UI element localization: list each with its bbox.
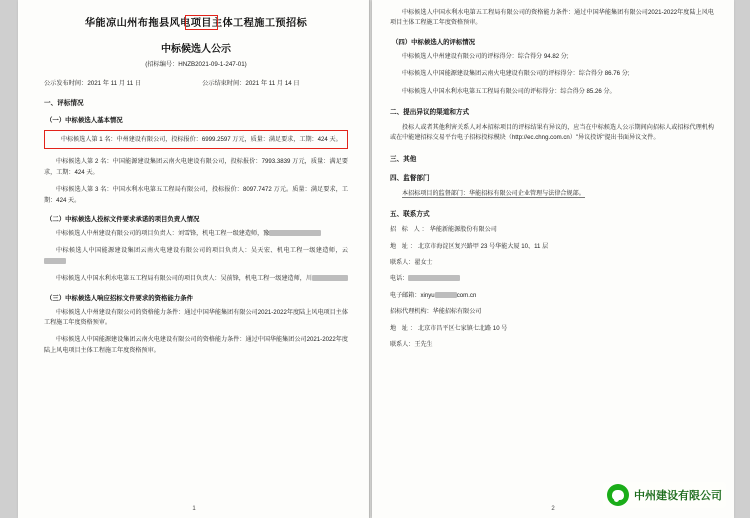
contact-row: [390, 258, 714, 268]
address-value: 北京市海淀区复兴路甲 23 号华能大厦 10、11 层: [417, 242, 549, 250]
heading-section-1-3: （三）中标候选人响应招标文件要求的资格能力条件: [46, 294, 193, 302]
address-row: [390, 242, 714, 252]
end-date-label: 公示结束时间：: [202, 80, 246, 87]
page-number-right: 2: [551, 506, 555, 512]
project-manager-3-text: [44, 274, 348, 284]
redaction-block: [408, 275, 460, 281]
page-number-left: 1: [192, 506, 196, 512]
heading-section-1-2: （二）中标候选人投标文件要求承诺的项目负责人情况: [46, 216, 200, 224]
bidder-value: 华能新能源股份有限公司: [429, 226, 497, 234]
tender-code: (招标编号：HNZB2021-09-1-247-01): [145, 61, 247, 68]
candidate-3-text: 中标候选人第 3 名：中国水利水电第五工程局有限公司，投标报价：8097.7472 万元。质量：满足要求，工期：424 天。: [44, 186, 348, 204]
bidder-row: [390, 225, 714, 235]
score-1-text: 中标候选人中州建设有限公司的评标得分：综合得分 94.82 分;: [402, 52, 569, 60]
document-page-left: [18, 0, 370, 518]
redaction-block: [435, 292, 457, 298]
email-row: [390, 291, 714, 301]
redaction-block: [44, 258, 66, 264]
end-date: [202, 78, 348, 87]
phone-row: [390, 274, 714, 284]
candidate-2-text: 中标候选人第 2 名：中国能源建设集团云南火电建设有限公司，投标报价：7993.3839 万元，质量：满足要求，工期：424 天。: [44, 158, 348, 176]
project-manager-1-label: 中标候选人中州建设有限公司的项目负责人：刘雪锋，机电工程一级建造师，豫: [56, 230, 270, 238]
project-manager-2-label: 中标候选人中国能源建设集团云南火电建设有限公司的项目负责人：吴天宏、机电工程一级建造师，云: [56, 247, 348, 255]
redaction-block: [269, 230, 321, 236]
score-2-text: 中标候选人中国能源建设集团云南火电建设有限公司的评标得分：综合得分 86.76 分;: [402, 70, 630, 78]
agency-label: 招标代理机构：: [390, 308, 433, 316]
publish-date-label: 公示发布时间：: [44, 80, 88, 87]
candidate-1-highlight: [44, 130, 348, 149]
contact-label: 联系人：: [390, 259, 415, 267]
watermark: [603, 482, 726, 508]
agency-address-row: [390, 324, 714, 334]
supervision-department-text: [390, 189, 714, 199]
document-page-right: [372, 0, 734, 518]
heading-section-1-4: （四）中标候选人的评标情况: [392, 38, 476, 46]
page-title-text: 华能凉山州布拖县风电项目主体工程施工预招标: [84, 18, 308, 29]
qualification-1-text: 中标候选人中州建设有限公司的资格能力条件：通过中国华能集团有限公司2021-2022年度陆上风电项目主体工程施工年度资格预审。: [44, 308, 348, 327]
heading-section-2: 二、提出异议的渠道和方式: [390, 109, 470, 117]
email-label: 电子邮箱：: [390, 291, 421, 299]
agency-contact-value: 王先生: [414, 341, 433, 349]
agency-address-label: 地 址：: [390, 324, 418, 332]
email-user: xinyu: [420, 291, 435, 299]
agency-address-value: 北京市昌平区七家镇七北路 10 号: [417, 324, 508, 332]
project-manager-2-text: [44, 246, 348, 267]
heading-section-5: 五、联系方式: [390, 211, 430, 219]
project-manager-3-label: 中标候选人中国水利水电第五工程局有限公司的项目负责人：吴前锋，机电工程一级建造师，川: [56, 275, 312, 283]
publish-date-value: 2021 年 11 月 11 日: [87, 80, 142, 87]
agency-row: [390, 307, 714, 317]
objection-channel-text: 投标人或者其他利害关系人对本招标项目的评标结果有异议的，应当在中标候选人公示期间向招标人或招标代理机构或在中能建招标交易平台电子招标投标模块（http://ec.chng.com.cn）"异议投诉"提出书面异议文件。: [390, 124, 714, 142]
publish-date: [44, 78, 202, 87]
qualification-2-text: 中标候选人中国能源建设集团云南火电建设有限公司的资格能力条件：通过中国华能集团公司2021-2022年度陆上风电项目主体工程施工年度资格预审。: [44, 336, 348, 354]
end-date-value: 2021 年 11 月 14 日: [245, 80, 300, 87]
address-label: 地 址：: [390, 242, 418, 250]
dates-row: [44, 78, 348, 87]
score-3-text: 中标候选人中国水利水电第五工程局有限公司的评标得分：综合得分 85.26 分。: [402, 87, 616, 95]
agency-contact-label: 联系人：: [390, 341, 415, 349]
agency-value: 华能招标有限公司: [432, 308, 482, 316]
page-title: [44, 16, 348, 32]
bidder-label: 招 标 人：: [390, 226, 430, 234]
project-manager-1-text: [44, 229, 348, 239]
agency-contact-row: [390, 340, 714, 350]
supervision-department-value: 本招标项目的监督部门：华能招标有限公司企业管理与法律合规部。: [402, 189, 585, 197]
heading-section-4: 四、监督部门: [390, 174, 430, 182]
heading-section-1-1: （一）中标候选人基本情况: [46, 117, 123, 124]
candidate-1-text: 中标候选人第 1 名：中州建设有限公司，投标报价：6999.2597 万元，质量：满足要求，工期：424 天。: [61, 136, 342, 143]
redaction-block: [312, 275, 348, 281]
page-subtitle: 中标候选人公示: [161, 44, 231, 55]
title-highlight-marker: [185, 15, 218, 30]
contact-value: 翟女士: [414, 259, 433, 267]
heading-section-3: 三、其他: [390, 155, 417, 163]
qualification-3-text: 中标候选人中国水利水电第五工程局有限公司的资格能力条件：通过中国华能集团有限公司2021-2022年度陆上风电项目主体工程施工年度资格预审。: [390, 9, 714, 27]
heading-section-1: 一、评标情况: [44, 100, 84, 107]
watermark-label: 中州建设有限公司: [634, 490, 722, 502]
phone-label: 电话：: [390, 275, 409, 283]
wechat-badge-icon: [607, 484, 629, 506]
email-domain: com.cn: [456, 291, 477, 299]
